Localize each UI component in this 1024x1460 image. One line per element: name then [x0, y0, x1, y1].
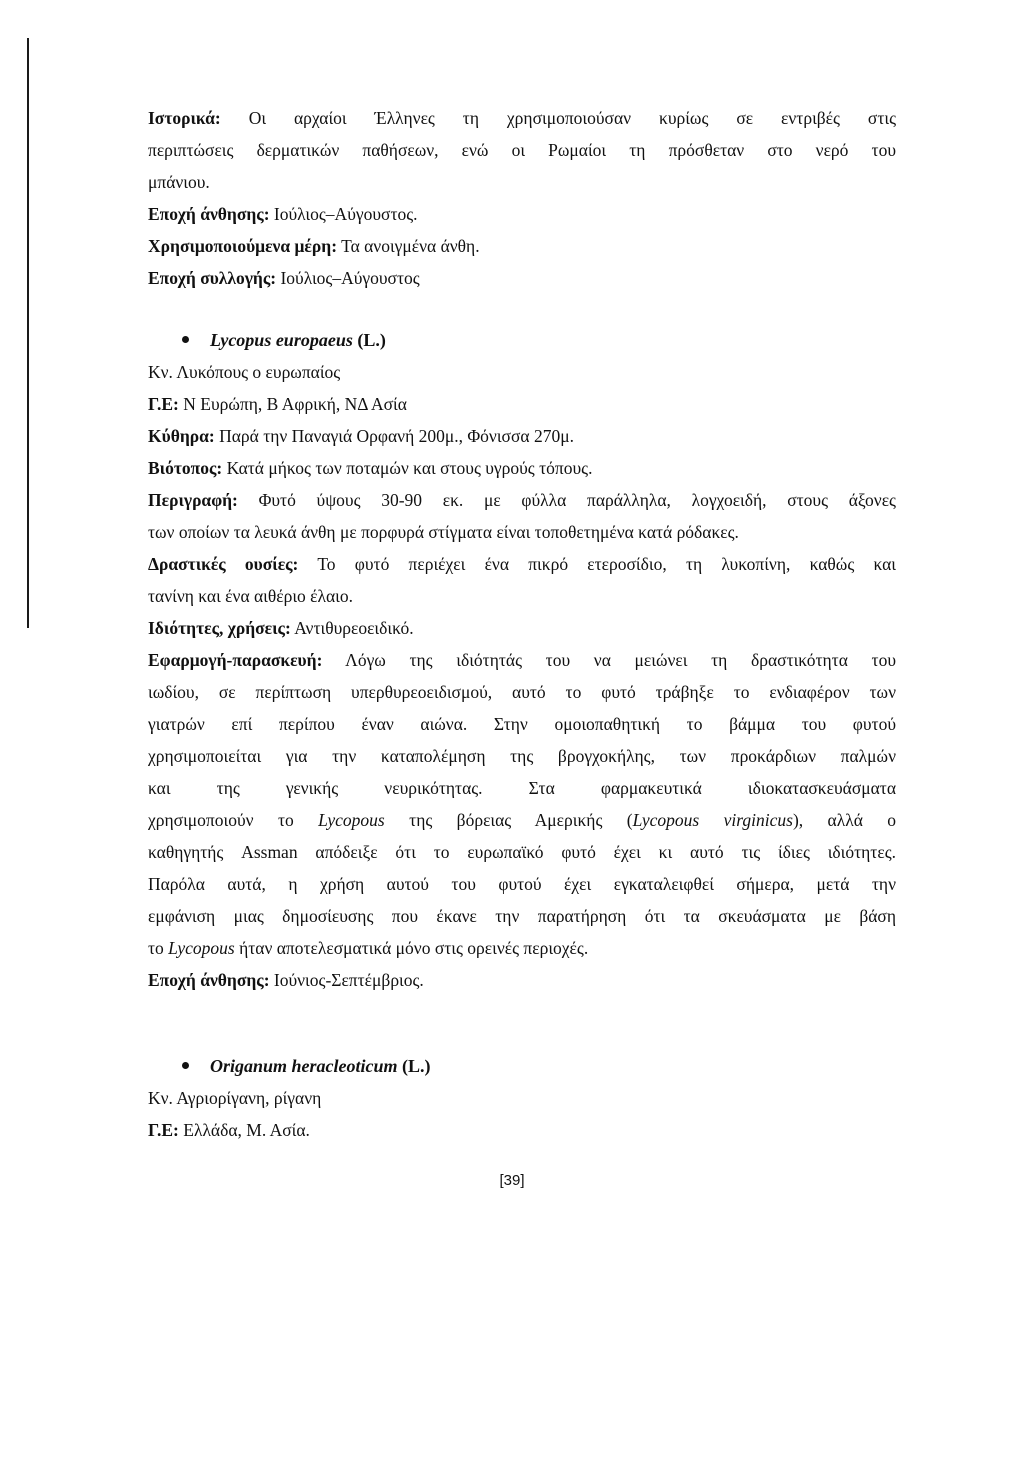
properties-value: Αντιθυρεοειδικό. — [294, 618, 414, 638]
history-line-1 — [148, 102, 896, 134]
used-parts — [148, 230, 896, 262]
application-text-8: Παρόλα αυτά, η χρήση αυτού του φυτού έχει εγκαταλειφθεί σήμερα, μετά την — [148, 874, 896, 894]
species-authority-2: (L.) — [402, 1056, 431, 1076]
species-italic: Lycopous virginicus — [632, 810, 793, 830]
distribution-value: Ν Ευρώπη, Β Αφρική, ΝΔ Ασία — [183, 394, 407, 414]
application-line-4 — [148, 740, 896, 772]
application-label: Εφαρμογή-παρασκευή: — [148, 650, 323, 670]
flowering-season-lycopus — [148, 964, 896, 996]
properties-label: Ιδιότητες, χρήσεις: — [148, 618, 291, 638]
application-text-6c: της βόρειας Αμερικής ( — [409, 810, 633, 830]
active-text-2: τανίνη και ένα αιθέριο έλαιο. — [148, 586, 353, 606]
description-line-2 — [148, 516, 896, 548]
distribution-label: Γ.Ε: — [148, 394, 179, 414]
application-text-3: γιατρών επί περίπου έναν αιώνα. Στην ομοιοπαθητική το βάμμα του φυτού — [148, 714, 896, 734]
application-text-1: Λόγω της ιδιότητάς του να μειώνει τη δραστικότητα του — [345, 650, 896, 670]
active-label: Δραστικές ουσίες: — [148, 554, 299, 574]
kythira-location — [148, 420, 896, 452]
flowering-label-2: Εποχή άνθησης: — [148, 970, 270, 990]
history-text-1: Οι αρχαίοι Έλληνες τη χρησιμοποιούσαν κυρίως σε εντριβές στις — [248, 108, 897, 128]
parts-label: Χρησιμοποιούμενα μέρη: — [148, 236, 338, 256]
distribution — [148, 388, 896, 420]
description-label: Περιγραφή: — [148, 490, 238, 510]
description-text-1: Φυτό ύψους 30-90 εκ. με φύλλα παράλληλα, λογχοειδή, στους άξονες — [258, 490, 896, 510]
species-name: Lycopus europaeus — [210, 330, 353, 350]
habitat-value: Κατά μήκος των ποταμών και στους υγρούς τόπους. — [226, 458, 593, 478]
application-line-5 — [148, 772, 896, 804]
distribution-2 — [148, 1114, 896, 1146]
application-line-8 — [148, 868, 896, 900]
properties — [148, 612, 896, 644]
bullet-icon — [182, 1062, 189, 1069]
application-line-2 — [148, 676, 896, 708]
parts-value: Τα ανοιγμένα άνθη. — [341, 236, 480, 256]
common-name-text-2: Κν. Αγριορίγανη, ρίγανη — [148, 1088, 322, 1108]
application-line-6 — [148, 804, 896, 836]
application-line-1 — [148, 644, 896, 676]
species-heading-lycopus — [148, 324, 896, 356]
genus-italic-2: Lycopous — [168, 938, 235, 958]
description-line-1 — [148, 484, 896, 516]
harvest-label: Εποχή συλλογής: — [148, 268, 277, 288]
species-heading-origanum — [148, 1050, 896, 1082]
species-authority: (L.) — [357, 330, 386, 350]
spacer-2 — [148, 996, 896, 1026]
application-text-6a: χρησιμοποιούν το — [148, 810, 294, 830]
application-text-5: και της γενικής νευρικότητας. Στα φαρμακευτικά ιδιοκατασκευάσματα — [148, 778, 896, 798]
habitat-label: Βιότοπος: — [148, 458, 223, 478]
flowering-value: Ιούλιος–Αύγουστος. — [273, 204, 418, 224]
harvest-value: Ιούλιος–Αύγουστος — [280, 268, 420, 288]
spacer-3 — [148, 1026, 896, 1050]
distribution-value-2: Ελλάδα, Μ. Ασία. — [183, 1120, 310, 1140]
document-page — [148, 102, 896, 1146]
application-line-3 — [148, 708, 896, 740]
history-label: Ιστορικά: — [148, 108, 221, 128]
bullet-icon — [182, 336, 189, 343]
common-name-text: Κν. Λυκόπους ο ευρωπαίος — [148, 362, 341, 382]
flowering-value-2: Ιούνιος-Σεπτέμβριος. — [273, 970, 424, 990]
active-text-1: Το φυτό περιέχει ένα πικρό ετεροσίδιο, τη λυκοπίνη, καθώς και — [317, 554, 897, 574]
application-text-2: ιωδίου, σε περίπτωση υπερθυρεοειδισμού, αυτό το φυτό τράβηξε το ενδιαφέρον των — [148, 682, 896, 702]
application-text-6e: ), αλλά ο — [792, 810, 897, 830]
harvest-season — [148, 262, 896, 294]
active-substances-line-1 — [148, 548, 896, 580]
common-name-2 — [148, 1082, 896, 1114]
application-text-7: καθηγητής Assman απόδειξε ότι το ευρωπαϊκό φυτό έχει κι αυτό τις ίδιες ιδιότητες. — [148, 842, 896, 862]
habitat — [148, 452, 896, 484]
history-text-3: μπάνιου. — [148, 172, 210, 192]
distribution-label-2: Γ.Ε: — [148, 1120, 179, 1140]
description-text-2: των οποίων τα λευκά άνθη με πορφυρά στίγματα είναι τοποθετημένα κατά ρόδακες. — [148, 522, 739, 542]
application-text-9: εμφάνιση μιας δημοσίευσης που έκανε την παρατήρηση ότι τα σκευάσματα με βάση — [148, 906, 896, 926]
application-text-10a: το — [148, 938, 164, 958]
history-line-2 — [148, 134, 896, 166]
page-number: [39] — [499, 1172, 525, 1189]
application-line-7 — [148, 836, 896, 868]
kythira-value: Παρά την Παναγιά Ορφανή 200μ., Φόνισσα 270μ. — [219, 426, 574, 446]
application-text-4: χρησιμοποιείται για την καταπολέμηση της βρογχοκήλης, των προκάρδιων παλμών — [148, 746, 896, 766]
history-line-3 — [148, 166, 896, 198]
species-name-2: Origanum heracleoticum — [210, 1056, 398, 1076]
flowering-label: Εποχή άνθησης: — [148, 204, 270, 224]
kythira-label: Κύθηρα: — [148, 426, 215, 446]
application-text-10c: ήταν αποτελεσματικά μόνο στις ορεινές περιοχές. — [239, 938, 589, 958]
history-text-2: περιπτώσεις δερματικών παθήσεων, ενώ οι Ρωμαίοι τη πρόσθεταν στο νερό του — [148, 140, 896, 160]
active-substances-line-2 — [148, 580, 896, 612]
common-name — [148, 356, 896, 388]
spacer — [148, 294, 896, 324]
application-line-9 — [148, 900, 896, 932]
scan-edge-line — [27, 38, 29, 628]
flowering-season — [148, 198, 896, 230]
genus-italic: Lycopous — [318, 810, 385, 830]
application-line-10 — [148, 932, 896, 964]
